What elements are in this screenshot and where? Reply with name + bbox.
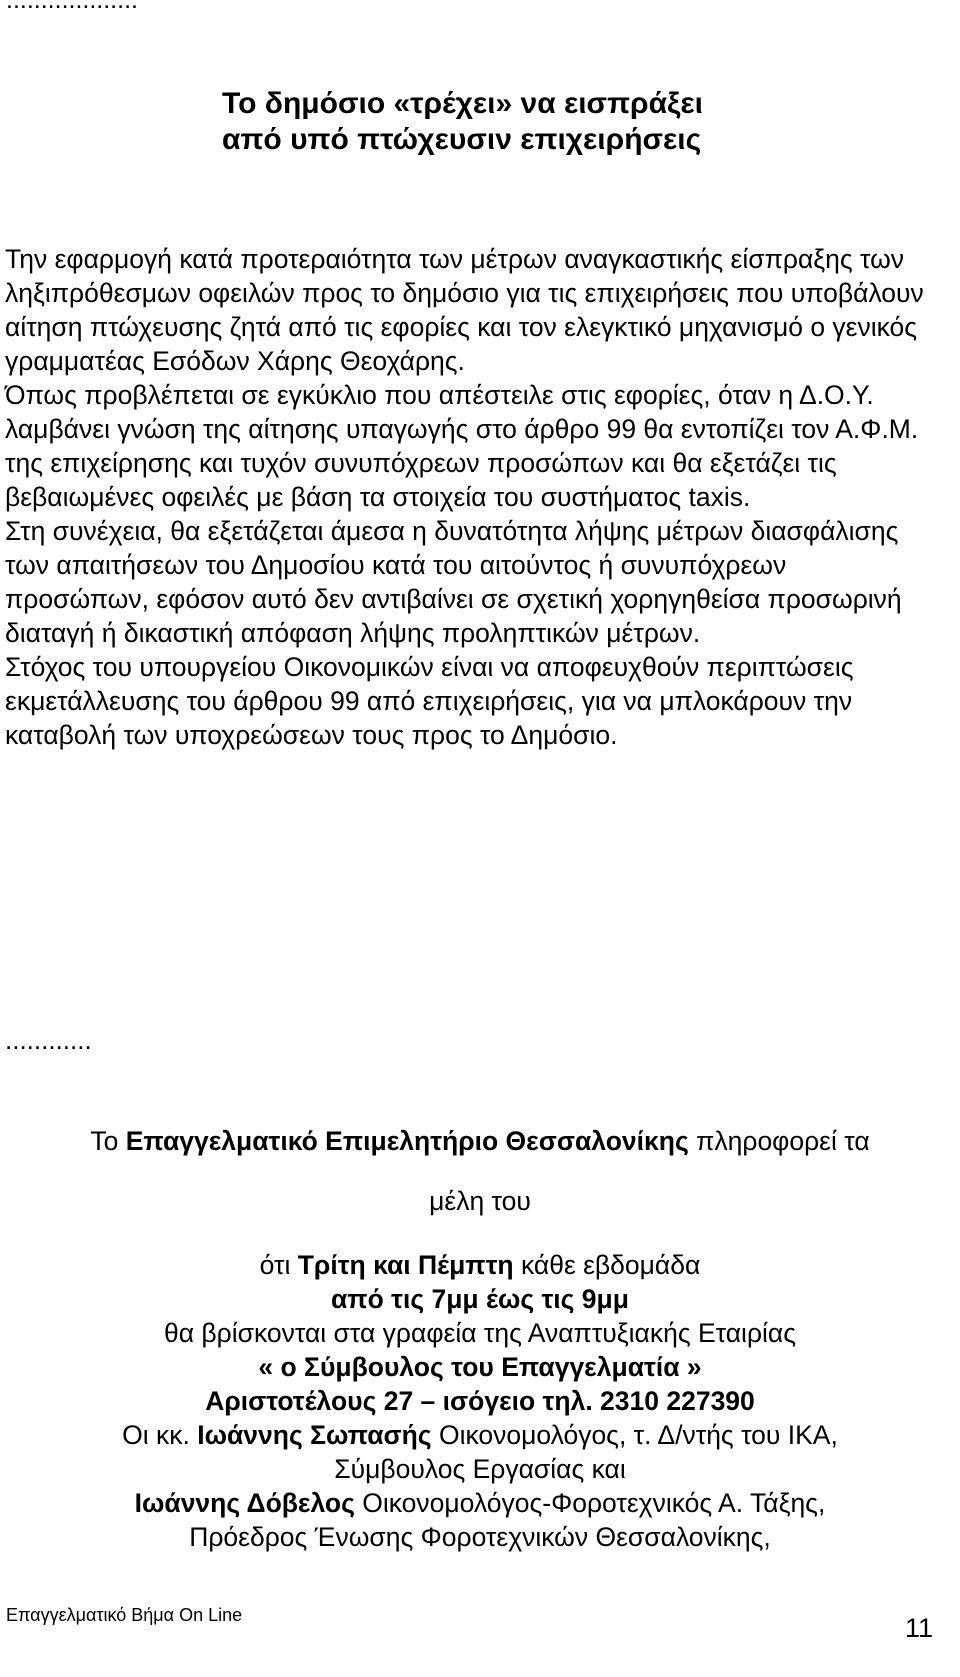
notice-hours-bold: από τις 7μμ έως τις 9μμ <box>331 1284 629 1314</box>
notice-members: μέλη του <box>429 1186 531 1216</box>
notice-location: θα βρίσκονται στα γραφεία της Αναπτυξιακής Εταιρίας <box>163 1318 796 1348</box>
top-ellipsis: ................... <box>6 0 138 14</box>
article-title <box>222 86 703 158</box>
footer-source: Επαγγελματικό Βήμα On Line <box>6 1605 243 1625</box>
notice-intro-suffix: πληροφορεί τα <box>688 1126 870 1156</box>
paragraph-3: Στη συνέχεια, θα εξετάζεται άμεσα η δυνατότητα λήψης μέτρων διασφάλισης των απαιτήσεων του Δημοσίου κατά του αιτούντος ή συνυπόχρεων προσώπων, εφόσον αυτό δεν αντιβαίνει σε σχετική χορηγηθείσα προσωρινή διαταγή ή δικαστική απόφαση λήψης προληπτικών μέτρων. <box>5 516 902 648</box>
paragraph-2: Όπως προβλέπεται σε εγκύκλιο που απέστειλε στις εφορίες, όταν η Δ.Ο.Υ. λαμβάνει γνώση της αίτησης υπαγωγής στο άρθρο 99 θα εντοπίζει τον Α.Φ.Μ. της επιχείρησης και τυχόν συνυπόχρεων προσώπων και θα εξετάζει τις βεβαιωμένες οφειλές με βάση τα στοιχεία του συστήματος taxis. <box>5 380 919 512</box>
article-body <box>5 242 935 752</box>
person-2-title: Οικονομολόγος-Φοροτεχνικός Α. Τάξης, <box>354 1488 826 1518</box>
notice-hours <box>0 1282 960 1316</box>
notice-person-1-role: Σύμβουλος Εργασίας και <box>334 1454 626 1484</box>
section-separator: ............ <box>5 1025 92 1055</box>
notice-person-2-role: Πρόεδρος Ένωσης Φοροτεχνικών Θεσσαλονίκης, <box>189 1522 771 1552</box>
paragraph-4: Στόχος του υπουργείου Οικονομικών είναι να αποφευχθούν περιπτώσεις εκμετάλλευσης του άρθρου 99 από επιχειρήσεις, για να μπλοκάρουν την καταβολή των υποχρεώσεων τους προς το Δημόσιο. <box>5 652 854 750</box>
person-1-title: Οικονομολόγος, τ. Δ/ντής του ΙΚΑ, <box>431 1420 838 1450</box>
notice-days-suffix: κάθε εβδομάδα <box>513 1250 701 1280</box>
notice-days-bold: Τρίτη και Πέμπτη <box>297 1250 514 1280</box>
person-1-prefix: Οι κκ. <box>122 1420 198 1450</box>
paragraph-1: Την εφαρμογή κατά προτεραιότητα των μέτρων αναγκαστικής είσπραξης των ληξιπρόθεσμων οφειλών προς το δημόσιο για τις επιχειρήσεις που υποβάλουν αίτηση πτώχευσης ζητά από τις εφορίες και τον ελεγκτικό μηχανισμό ο γενικός γραμματέας Εσόδων Χάρης Θεοχάρης. <box>5 244 924 376</box>
title-line-2: από υπό πτώχευσιν επιχειρήσεις <box>222 123 702 156</box>
notice-days-prefix: ότι <box>259 1250 298 1280</box>
notice-organization: Επαγγελματικό Επιμελητήριο Θεσσαλονίκης <box>125 1126 689 1156</box>
notice-days <box>0 1248 960 1282</box>
notice-person-1 <box>0 1418 960 1452</box>
chamber-notice <box>0 1124 960 1554</box>
person-1-name: Ιωάννης Σωπασής <box>197 1420 432 1450</box>
notice-intro-prefix: Το <box>90 1126 126 1156</box>
notice-address <box>0 1384 960 1418</box>
notice-person-2 <box>0 1486 960 1520</box>
notice-org <box>0 1350 960 1384</box>
title-line-1: Το δημόσιο «τρέχει» να εισπράξει <box>222 87 703 120</box>
notice-intro <box>0 1124 960 1158</box>
page-number: 11 <box>905 1613 934 1643</box>
notice-address-bold: Αριστοτέλους 27 – ισόγειο τηλ. 2310 227390 <box>205 1386 755 1416</box>
person-2-name: Ιωάννης Δόβελος <box>134 1488 355 1518</box>
notice-org-bold: « ο Σύμβουλος του Επαγγελματία » <box>258 1352 702 1382</box>
